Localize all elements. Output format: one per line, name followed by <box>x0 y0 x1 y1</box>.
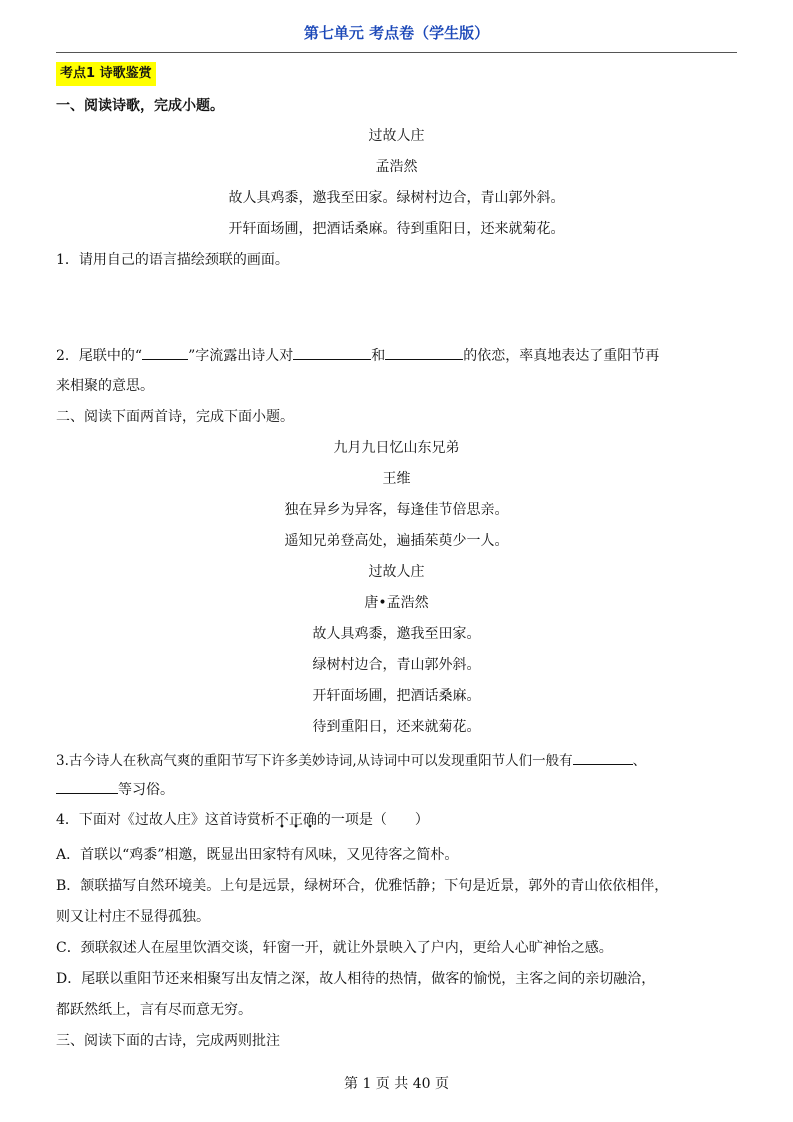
poem3-author: 唐•孟浩然 <box>364 595 429 611</box>
option-d-continued: 都跃然纸上，言有尽而意无穷。 <box>56 1002 252 1018</box>
emphasis-char: 确 <box>302 812 317 828</box>
option-b-continued: 则又让村庄不显得孤独。 <box>56 909 210 925</box>
question-2-continued: 来相聚的意思。 <box>56 378 154 394</box>
poem2-title: 九月九日忆山东兄弟 <box>333 440 460 456</box>
poem1-line: 故人具鸡黍，邀我至田家。绿树村边合，青山郭外斜。 <box>228 190 565 206</box>
poem1-line: 开轩面场圃，把酒话桑麻。待到重阳日，还来就菊花。 <box>228 221 565 237</box>
answer-blank[interactable] <box>142 345 188 360</box>
answer-blank[interactable] <box>385 345 463 360</box>
q2-text: 2．尾联中的“ <box>56 348 143 364</box>
poem2-line: 遥知兄弟登高处，遍插茱萸少一人。 <box>284 533 509 549</box>
q4-text: 的一项是（ ） <box>316 812 429 828</box>
poem2-author: 王维 <box>382 471 411 487</box>
q3-text: 等习俗。 <box>118 782 174 798</box>
question-3 <box>56 750 746 771</box>
header-divider <box>56 52 737 53</box>
poem1-author: 孟浩然 <box>375 159 418 175</box>
emphasis-char: 正 <box>288 812 303 828</box>
poem3-title: 过故人庄 <box>368 564 425 580</box>
q3-text: 、 <box>632 753 647 769</box>
question-4 <box>56 810 746 830</box>
poem3-line: 待到重阳日，还来就菊花。 <box>312 719 481 735</box>
q2-text: 的依恋，率真地表达了重阳节再 <box>463 348 660 364</box>
q2-text: 和 <box>371 348 386 364</box>
poem3-line: 故人具鸡黍，邀我至田家。 <box>312 626 481 642</box>
part2-heading: 二、阅读下面两首诗，完成下面小题。 <box>56 409 294 425</box>
question-3-continued <box>56 779 746 800</box>
question-1: 1．请用自己的语言描绘颈联的画面。 <box>56 252 289 268</box>
option-c: C．颈联叙述人在屋里饮酒交谈，轩窗一开，就让外景映入了户内，更给人心旷神怡之感。 <box>56 940 613 956</box>
option-b: B．颔联描写自然环境美。上句是远景，绿树环合，优雅恬静；下句是近景，郭外的青山依依相伴， <box>56 878 669 894</box>
poem1-title: 过故人庄 <box>368 128 425 144</box>
option-d: D．尾联以重阳节还来相聚写出友情之深，故人相待的热情，做客的愉悦，主客之间的亲切融洽， <box>56 971 656 987</box>
poem3-line: 绿树村边合，青山郭外斜。 <box>312 657 481 673</box>
poem2-line: 独在异乡为异客，每逢佳节倍思亲。 <box>284 502 509 518</box>
emphasis-char: 不 <box>274 812 289 828</box>
answer-blank[interactable] <box>573 750 633 765</box>
option-a: A．首联以“鸡黍”相邀，既显出田家特有风味，又见待客之简朴。 <box>56 847 459 863</box>
part3-heading: 三、阅读下面的古诗，完成两则批注 <box>56 1033 280 1049</box>
page-header-title: 第七单元 考点卷（学生版） <box>303 24 490 42</box>
part1-heading: 一、阅读诗歌，完成小题。 <box>56 98 224 114</box>
q3-text: 3.古今诗人在秋高气爽的重阳节写下许多美妙诗词,从诗词中可以发现重阳节人们一般有 <box>56 753 573 769</box>
question-2 <box>56 345 746 366</box>
q2-text: ”字流露出诗人对 <box>188 348 294 364</box>
answer-blank[interactable] <box>293 345 371 360</box>
poem3-line: 开轩面场圃，把酒话桑麻。 <box>312 688 481 704</box>
section-tag: 考点1 诗歌鉴赏 <box>56 62 156 86</box>
q4-text: 4．下面对《过故人庄》这首诗赏析 <box>56 812 275 828</box>
page-number: 第 1 页 共 40 页 <box>344 1076 449 1092</box>
answer-blank[interactable] <box>56 779 118 794</box>
